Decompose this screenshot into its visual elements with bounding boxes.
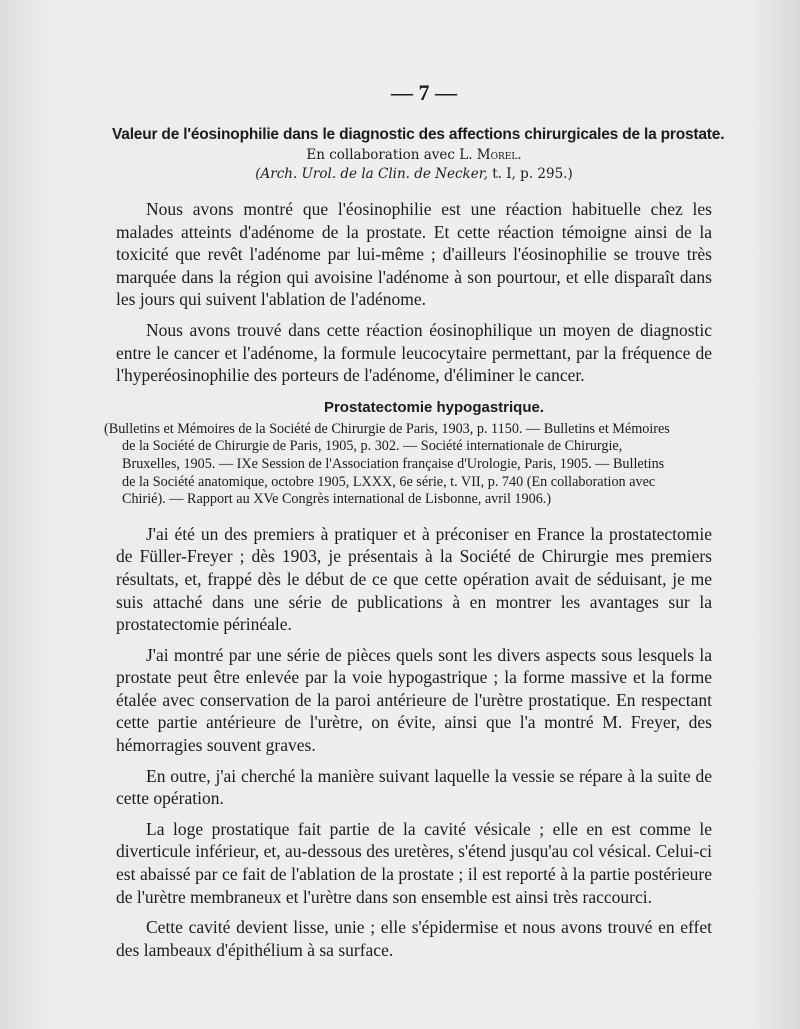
paragraph: Cette cavité devient lisse, unie ; elle s'épidermise et nous avons trouvé en effet des lambeaux d'épithélium à sa surface. [116,917,712,960]
paragraph: Nous avons montré que l'éosinophilie est une réaction habituelle chez les malades atteints d'adénome de la prostate. Et cette réaction témoigne ainsi de la toxicité que revêt l'adénome par lui-même ; d'ailleurs l'éosinophilie se trouve très marquée dans la région qui avoisine l'adénome à son pourtour, et elle disparaît dans les jours qui suivent l'ablation de l'adénome. [116,199,712,310]
paragraph: J'ai montré par une série de pièces quels sont les divers aspects sous lesquels la prostate peut être enlevée par la voie hypogastrique ; la forme massive et la forme étalée avec conservation de la paroi antérieure de l'urètre prostatique. En respectant cette partie antérieure de l'urètre, on évite, ainsi que l'a montré M. Freyer, des hémorragies souvent graves. [116,644,712,756]
page-number: — 7 — [391,80,457,105]
paragraph: En outre, j'ai cherché la manière suivant laquelle la vessie se répare à la suite de cette opération. [116,765,712,809]
page-content [104,80,725,961]
bibliography [104,421,712,509]
paragraph: La loge prostatique fait partie de la cavité vésicale ; elle en est comme le diverticule inférieur, et, au-dessous des uretères, s'étend jusqu'au col vésical. Celui-ci est abaissé par ce fait de l'ablation de la prostate ; il est reporté à la partie postérieure de l'urètre membraneux et l'urètre dans son ensemble est ainsi très raccourci. [116,818,712,907]
paragraph: J'ai été un des premiers à pratiquer et à préconiser en France la prostatectomie de Füller-Freyer ; dès 1903, je présentais à la Société de Chirurgie mes premiers résultats, et, frappé dès le début de ce que cette opération avait de séduisant, je me suis attaché dans une série de publications à en montrer les avantages sur la prostatectomie périnéale. [116,523,712,635]
bibliography-line: Chirié). — Rapport au XVe Congrès international de Lisbonne, avril 1906.) [122,491,552,508]
bibliography-line: (Bulletins et Mémoires de la Société de Chirurgie de Paris, 1903, p. 1150. — Bulletins et Mémoires [104,420,670,437]
bibliography-line: de la Société de Chirurgie de Paris, 1905, p. 302. — Société internationale de Chirurgie, [122,438,623,455]
paragraph: Nous avons trouvé dans cette réaction éosinophilique un moyen de diagnostic entre le cancer et l'adénome, la formule leucocytaire permettant, par la fréquence de l'hyperéosinophilie des porteurs de l'adénome, d'éliminer le cancer. [116,319,712,386]
journal-reference: (Arch. Urol. de la Clin. de Necker, t. I, p. 295.) [255,166,573,182]
section-title: Valeur de l'éosinophilie dans le diagnostic des affections chirurgicales de la prostate. [112,126,725,143]
section-subtitle: Prostatectomie hypogastrique. [323,398,545,416]
bibliography-line: de la Société anatomique, octobre 1905, LXXX, 6e série, t. VII, p. 740 (En collaboration avec [122,473,656,490]
bibliography-line: Bruxelles, 1905. — IXe Session de l'Association française d'Urologie, Paris, 1905. — Bulletins [122,455,665,472]
collaboration-line: En collaboration avec L. Morel. [306,147,522,163]
